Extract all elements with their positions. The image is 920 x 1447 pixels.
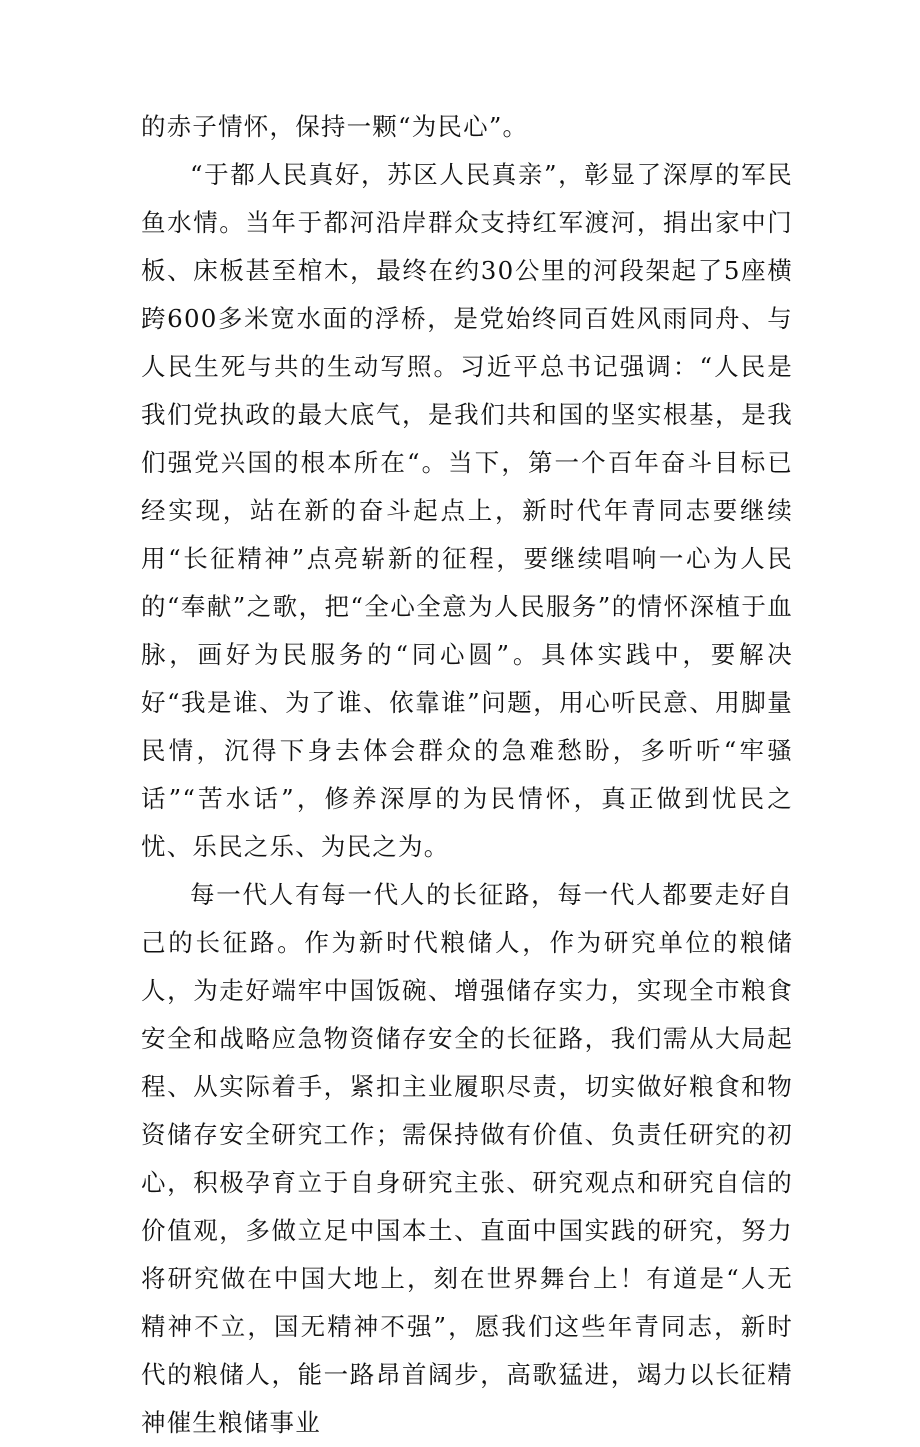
paragraph-long-march-road: 每一代人有每一代人的长征路，每一代人都要走好自己的长征路。作为新时代粮储人，作为研究单位的粮储人，为走好端牢中国饭碗、增强储存实力，实现全市粮食安全和战略应急物资储存安全的长征路，我们需从大局起程、从实际着手，紧扣主业履职尽责，切实做好粮食和物资储存安全研究工作；需保持做有价值、负责任研究的初心，积极孕育立于自身研究主张、研究观点和研究自信的价值观，多做立足中国本土、直面中国实践的研究，努力将研究做在中国大地上，刻在世界舞台上！有道是“人无精神不立，国无精神不强”，愿我们这些年青同志，新时代的粮储人，能一路昂首阔步，高歌猛进，竭力以长征精神催生粮储事业: [141, 880, 793, 1437]
paragraph-yudu-people: “于都人民真好，苏区人民真亲”，彰显了深厚的军民鱼水情。当年于都河沿岸群众支持红军渡河，捐出家中门板、床板甚至棺木，最终在约30公里的河段架起了5座横跨600多米宽水面的浮桥，是党始终同百姓风雨同舟、与人民生死与共的生动写照。习近平总书记强调：“人民是我们党执政的最大底气，是我们共和国的坚实根基，是我们强党兴国的根本所在“。当下，第一个百年奋斗目标已经实现，站在新的奋斗起点上，新时代年青同志要继续用“长征精神”点亮崭新的征程，要继续唱响一心为人民的“奉献”之歌，把“全心全意为人民服务”的情怀深植于血脉，画好为民服务的“同心圆”。具体实践中，要解决好“我是谁、为了谁、依靠谁”问题，用心听民意、用脚量民情，沉得下身去体会群众的急难愁盼，多听听“牢骚话”“苦水话”，修养深厚的为民情怀，真正做到忧民之忧、乐民之乐、为民之为。: [141, 160, 793, 861]
paragraph-continuation: 的赤子情怀，保持一颗“为民心”。: [141, 112, 529, 141]
document-body: [141, 103, 793, 1447]
